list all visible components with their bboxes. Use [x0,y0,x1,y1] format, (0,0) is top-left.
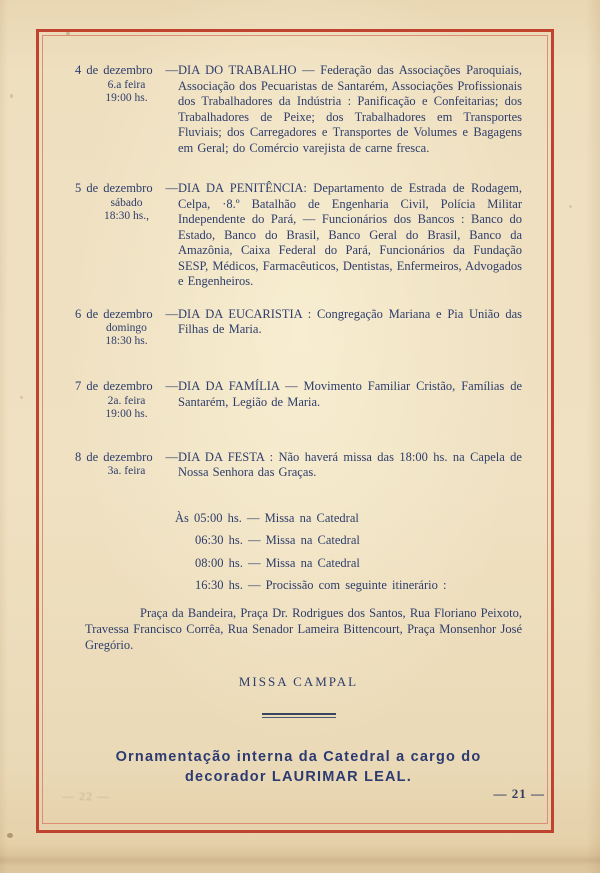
entry-date-line [75,379,178,395]
entry-description: DIA DA PENITÊNCIA: Departamento de Estrada de Rodagem, Celpa, ·8.º Batalhão de Engenharia Civil, Polícia Militar Independente do Pará, — Funcionários dos Bancos : Banco do Estado, Banco do Brasil, Banco Geral do Brasil, Banco da Amazônia, Caixa Federal do Pará, Funcionários da Fundação SESP, Médicos, Farmacêuticos, Dentistas, Enfermeiros, Advogados e Engenheiros. [178,181,522,288]
entry-date-line [75,450,178,466]
entry-time: 19:00 hs. [105,91,148,104]
page-number: — 21 — [493,786,545,801]
paper-left-edge-shade [0,0,8,873]
mass-line: 16:30 hs. — Procissão com seguinte itinerário : [195,578,447,592]
entry-date: 7 de dezembro [75,379,153,393]
ghost-page-number: — 22 — [62,789,110,803]
entry-date-column [75,379,178,421]
entry-date-line [75,307,178,323]
entry-description: DIA DA FESTA : Não haverá missa das 18:00 hs. na Capela de Nossa Senhora das Graças. [178,449,522,479]
footer-announcement [75,748,522,787]
entry-description: DIA DO TRABALHO — Federação das Associações Paroquiais, Associação dos Pecuaristas de Santarém, Associações Profissionais dos Trabalhadores da Indústria : Panificação e Confeitarias; dos Trabalhadores de Peixe; dos Trabalhadores em Transportes Fluviais; dos Carregadores e Transportes de Volumes e Bagagens em Geral; do Comércio varejista de carne fresca. [178,63,522,155]
entry-date-column [75,63,178,156]
page-content [75,63,522,787]
entry-weekday: 6.a feira [107,78,146,91]
missa-campal-title: MISSA CAMPAL [238,673,359,689]
schedule-entry-dec4 [75,63,522,156]
entry-date: 8 de dezembro [75,449,153,464]
entry-dash: — [165,306,178,321]
entry-dash: — [165,379,178,393]
entry-date-column [75,450,178,481]
paper-bottom-edge-shade [0,843,600,873]
procession-itinerary: Praça da Bandeira, Praça Dr. Rodrigues dos Santos, Rua Floriano Peixoto, Travessa Francisco Corrêa, Rua Senador Lameira Bittencourt, Praça Monsenhor José Gregório. [85,605,522,652]
mass-line: 06:30 hs. — Missa na Catedral [195,533,360,547]
double-rule-divider [262,713,336,718]
entry-dash: — [165,181,178,195]
paper-speck [10,94,13,98]
entry-time: 18:30 hs., [103,209,150,222]
schedule-entry-dec6 [75,307,522,349]
entry-weekday: 3a. feira [107,465,146,477]
entry-weekday: domingo [106,322,147,334]
mass-line: Às 05:00 hs. — Missa na Catedral [175,510,359,525]
footer-line: decorador LAURIMAR LEAL. [185,768,412,785]
entry-description: DIA DA FAMÍLIA — Movimento Familiar Cristão, Famílias de Santarém, Legião de Maria. [178,379,522,409]
schedule-entry-dec5 [75,181,522,290]
entry-date: 5 de dezembro [75,181,153,195]
schedule-entry-dec8 [75,450,522,481]
entry-dash: — [165,63,178,77]
mass-line: 08:00 hs. — Missa na Catedral [195,555,360,570]
entry-weekday: 2a. feira [107,394,146,407]
paper-speck [20,396,23,399]
schedule-entry-dec7 [75,379,522,421]
paper-speck [66,32,70,35]
entry-date-line [75,181,178,197]
entry-time: 19:00 hs. [105,407,148,420]
entry-dash: — [165,449,178,464]
entry-weekday: sábado [110,196,143,209]
entry-date: 6 de dezembro [75,306,153,321]
entry-date-column [75,181,178,290]
paper-right-edge-shade [586,0,600,873]
entry-date-column [75,307,178,349]
footer-line: Ornamentação interna da Catedral a cargo do [115,749,482,765]
entry-time: 18:30 hs. [105,335,148,347]
mass-schedule-list [75,511,522,594]
entry-date-line [75,63,178,79]
entry-description: DIA DA EUCARISTIA : Congregação Mariana e Pia União das Filhas de Maria. [178,306,522,336]
entry-date: 4 de dezembro [75,63,153,77]
paper-speck [569,205,572,208]
